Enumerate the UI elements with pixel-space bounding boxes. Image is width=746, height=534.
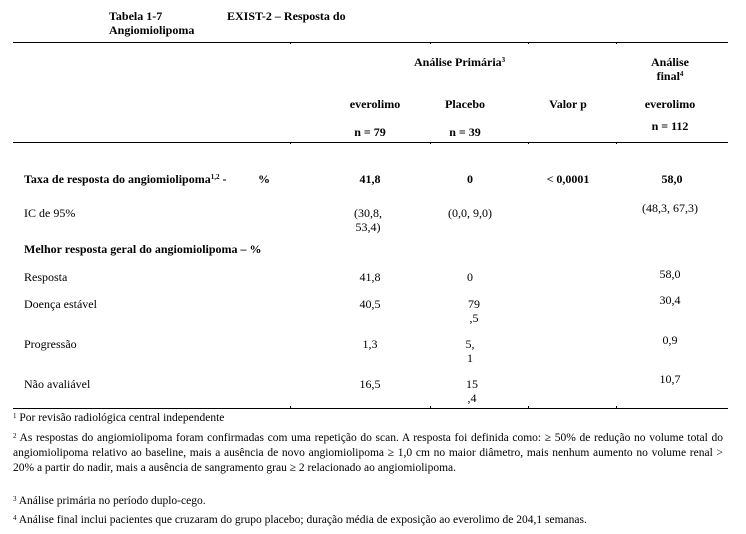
row-resposta-label: Resposta	[24, 270, 68, 284]
column-tick	[290, 42, 291, 44]
analise-final-header-l1: Análise	[650, 55, 689, 69]
row-nao-avaliavel-placebo-l2: ,4	[467, 391, 477, 405]
column-tick	[290, 142, 291, 144]
row-taxa-everolimo: 41,8	[359, 172, 381, 186]
column-tick	[430, 142, 431, 144]
row-progressao-final: 0,9	[662, 333, 678, 347]
bottom-rule	[13, 408, 728, 409]
column-tick	[430, 406, 431, 408]
row-taxa-unit: %	[258, 172, 270, 186]
row-estavel-final: 30,4	[659, 293, 681, 307]
col-everolimo-final: everolimo	[644, 97, 696, 111]
n-everolimo: n = 79	[354, 125, 386, 139]
table-title: EXIST-2 – Resposta do	[227, 9, 346, 23]
row-resposta-everolimo: 41,8	[359, 270, 381, 284]
column-tick	[430, 42, 431, 44]
row-nao-avaliavel-placebo-l1: 15	[466, 377, 478, 391]
row-progressao-label: Progressão	[24, 337, 77, 351]
column-tick	[616, 42, 617, 44]
row-ic-everolimo-l2: 53,4)	[355, 220, 381, 234]
col-valor-p: Valor p	[549, 97, 587, 111]
row-ic-everolimo-l1: (30,8,	[354, 206, 382, 220]
row-taxa-label: Taxa de resposta do angiomiolipoma$^{1,2}$ -	[24, 172, 227, 186]
analise-primaria-header: Análise Primária$^3$	[414, 55, 506, 69]
top-rule	[13, 42, 728, 43]
row-progressao-placebo-l2: 1	[467, 351, 473, 365]
row-estavel-label: Doença estável	[24, 297, 97, 311]
col-placebo: Placebo	[445, 97, 485, 111]
column-tick	[528, 142, 529, 144]
table-label-subject: Angiomiolipoma	[109, 23, 195, 37]
row-taxa-placebo: 0	[467, 172, 473, 186]
row-resposta-placebo: 0	[467, 270, 473, 284]
footnote-2: $^2$ As respostas do angiomiolipoma foram confirmadas com uma repetição do scan. A resposta foi definida como: ≥ 50% de redução no volume total do angiomiolipoma relativo ao baseline, mais a ausência de novo angiomiolipoma ≥ 1,0 cm no maior diâmetro, mais nenhum aumento no volume renal > 20% a partir do nadir, mais a ausência de sangramento grau ≥ 2 relacionado ao angiomiolipoma.	[13, 432, 723, 474]
row-nao-avaliavel-everolimo: 16,5	[359, 377, 381, 391]
row-progressao-everolimo: 1,3	[362, 337, 378, 351]
section-melhor-resposta: Melhor resposta geral do angiomiolipoma – %	[24, 242, 262, 256]
row-estavel-placebo-l2: ,5	[469, 311, 479, 325]
column-tick	[616, 406, 617, 408]
col-everolimo: everolimo	[349, 97, 401, 111]
row-taxa-p: < 0,0001	[546, 172, 590, 186]
row-estavel-everolimo: 40,5	[359, 297, 381, 311]
n-placebo: n = 39	[449, 125, 481, 139]
table-label: Tabela 1-7	[109, 9, 163, 23]
column-tick	[528, 42, 529, 44]
row-taxa-final: 58,0	[661, 172, 683, 186]
row-progressao-placebo-l1: 5,	[465, 337, 475, 351]
footnote-1: $^1$ Por revisão radiológica central independente	[13, 412, 225, 424]
row-ic-placebo: (0,0, 9,0)	[448, 206, 492, 220]
row-resposta-final: 58,0	[659, 267, 681, 281]
column-tick	[616, 142, 617, 144]
column-tick	[528, 406, 529, 408]
row-nao-avaliavel-final: 10,7	[659, 372, 681, 386]
column-tick	[290, 406, 291, 408]
footnote-3: $^3$ Análise primária no período duplo-cego.	[13, 495, 206, 507]
row-nao-avaliavel-label: Não avaliável	[24, 377, 91, 391]
analise-final-header-l2: final$^4$	[656, 69, 684, 83]
row-ic-final: (48,3, 67,3)	[642, 201, 698, 215]
footnote-4: $^4$ Análise final inclui pacientes que cruzaram do grupo placebo; duração média de exposição ao everolimo de 204,1 semanas.	[13, 514, 587, 526]
n-final: n = 112	[651, 119, 689, 133]
row-ic-label: IC de 95%	[24, 206, 76, 220]
header-rule	[13, 142, 728, 143]
row-estavel-placebo-l1: 79	[468, 297, 480, 311]
